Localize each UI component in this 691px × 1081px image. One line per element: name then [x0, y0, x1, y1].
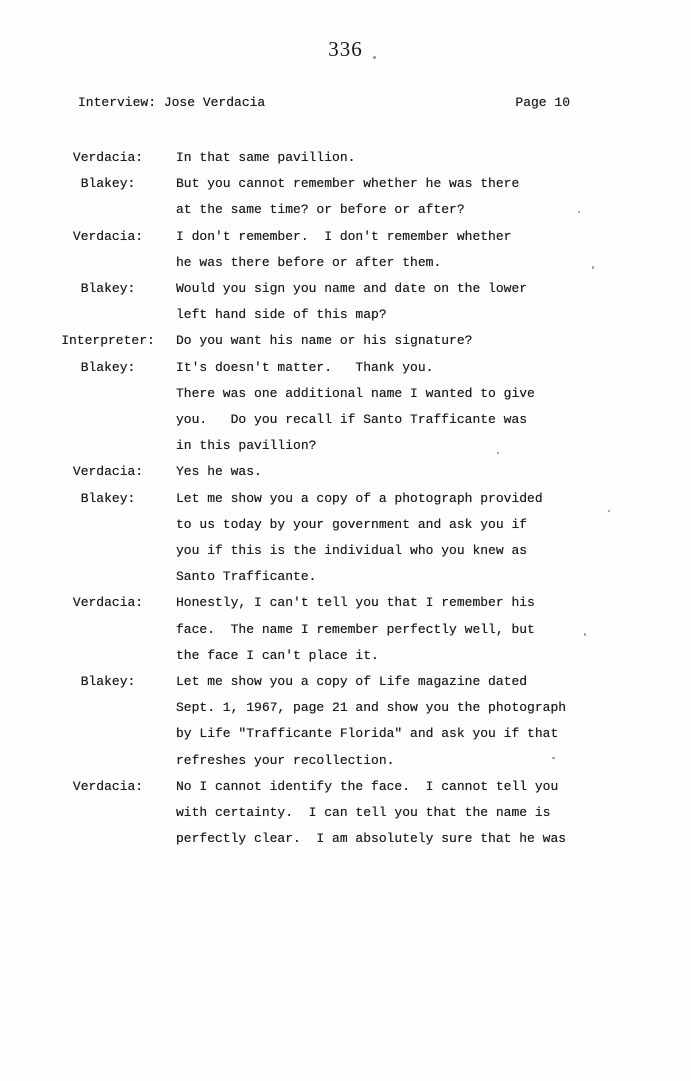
dialogue-line: left hand side of this map? — [176, 307, 387, 323]
dialogue-line: refreshes your recollection. — [176, 752, 395, 768]
dialogue-line: in this pavillion? — [176, 438, 317, 454]
page-number-top: 336 — [328, 37, 363, 61]
speaker-label: Interpreter: — [61, 333, 155, 349]
dialogue-lines — [176, 276, 660, 328]
dialogue-row — [40, 145, 660, 171]
dialogue-line: I don't remember. I don't remember whether — [176, 228, 512, 244]
scan-speck — [373, 56, 376, 59]
dialogue-line: you. Do you recall if Santo Trafficante was — [176, 412, 528, 428]
dialogue-line: Let me show you a copy of Life magazine dated — [176, 674, 528, 690]
scan-speck — [608, 510, 610, 512]
dialogue-lines — [176, 145, 660, 171]
dialogue-line: perfectly clear. I am absolutely sure that he was — [176, 831, 567, 847]
scan-speck — [552, 757, 555, 759]
dialogue-line: you if this is the individual who you knew as — [176, 543, 528, 559]
speaker-label: Blakey: — [80, 281, 136, 297]
dialogue-row — [40, 774, 660, 853]
scan-speck — [578, 211, 580, 213]
dialogue-row — [40, 459, 660, 485]
dialogue-line: Do you want his name or his signature? — [176, 333, 473, 349]
dialogue-line: In that same pavillion. — [176, 150, 356, 165]
dialogue-line: face. The name I remember perfectly well, but — [176, 621, 535, 637]
speaker-label: Verdacia: — [72, 464, 144, 480]
transcript — [40, 145, 660, 852]
speaker-label: Blakey: — [80, 176, 136, 192]
dialogue-row — [40, 355, 660, 460]
dialogue-lines — [176, 486, 660, 591]
dialogue-line: Let me show you a copy of a photograph provided — [176, 490, 543, 506]
document-header — [78, 95, 570, 110]
dialogue-row — [40, 224, 660, 276]
dialogue-line: by Life "Trafficante Florida" and ask you if that — [176, 726, 559, 742]
speaker-label: Blakey: — [80, 674, 136, 690]
dialogue-lines — [176, 224, 660, 276]
dialogue-lines — [176, 669, 660, 774]
page-label: Page 10 — [515, 95, 570, 110]
interview-label: Interview: Jose Verdacia — [78, 95, 266, 110]
dialogue-line: with certainty. I can tell you that the name is — [176, 805, 551, 821]
dialogue-line: No I cannot identify the face. I cannot tell you — [176, 778, 559, 794]
dialogue-row — [40, 486, 660, 591]
dialogue-row — [40, 590, 660, 669]
dialogue-line: Yes he was. — [176, 464, 262, 480]
speaker-label: Verdacia: — [72, 150, 144, 165]
dialogue-line: the face I can't place it. — [176, 647, 379, 663]
dialogue-row — [40, 669, 660, 774]
dialogue-row — [40, 328, 660, 354]
speaker-label: Verdacia: — [72, 595, 144, 611]
dialogue-line: Honestly, I can't tell you that I remember his — [176, 595, 535, 611]
dialogue-line: he was there before or after them. — [176, 254, 442, 270]
dialogue-line: Santo Trafficante. — [176, 569, 317, 585]
dialogue-row — [40, 171, 660, 223]
dialogue-line: to us today by your government and ask you if — [176, 516, 528, 532]
scan-speck — [592, 266, 594, 269]
dialogue-row — [40, 276, 660, 328]
scan-speck — [497, 452, 499, 454]
dialogue-line: But you cannot remember whether he was there — [176, 176, 520, 192]
dialogue-lines — [176, 171, 660, 223]
dialogue-line: It's doesn't matter. Thank you. — [176, 359, 434, 375]
speaker-label: Blakey: — [80, 359, 136, 375]
dialogue-lines — [176, 590, 660, 669]
dialogue-line: Would you sign you name and date on the lower — [176, 281, 528, 297]
dialogue-lines — [176, 459, 660, 485]
dialogue-line: at the same time? or before or after? — [176, 202, 465, 218]
dialogue-lines — [176, 328, 660, 354]
speaker-label: Verdacia: — [72, 228, 144, 244]
speaker-label: Verdacia: — [72, 778, 144, 794]
scan-speck — [584, 633, 586, 636]
speaker-label: Blakey: — [80, 490, 136, 506]
dialogue-lines — [176, 774, 660, 853]
dialogue-line: There was one additional name I wanted to give — [176, 385, 535, 401]
dialogue-line: Sept. 1, 1967, page 21 and show you the photograph — [176, 700, 567, 716]
dialogue-lines — [176, 355, 660, 460]
